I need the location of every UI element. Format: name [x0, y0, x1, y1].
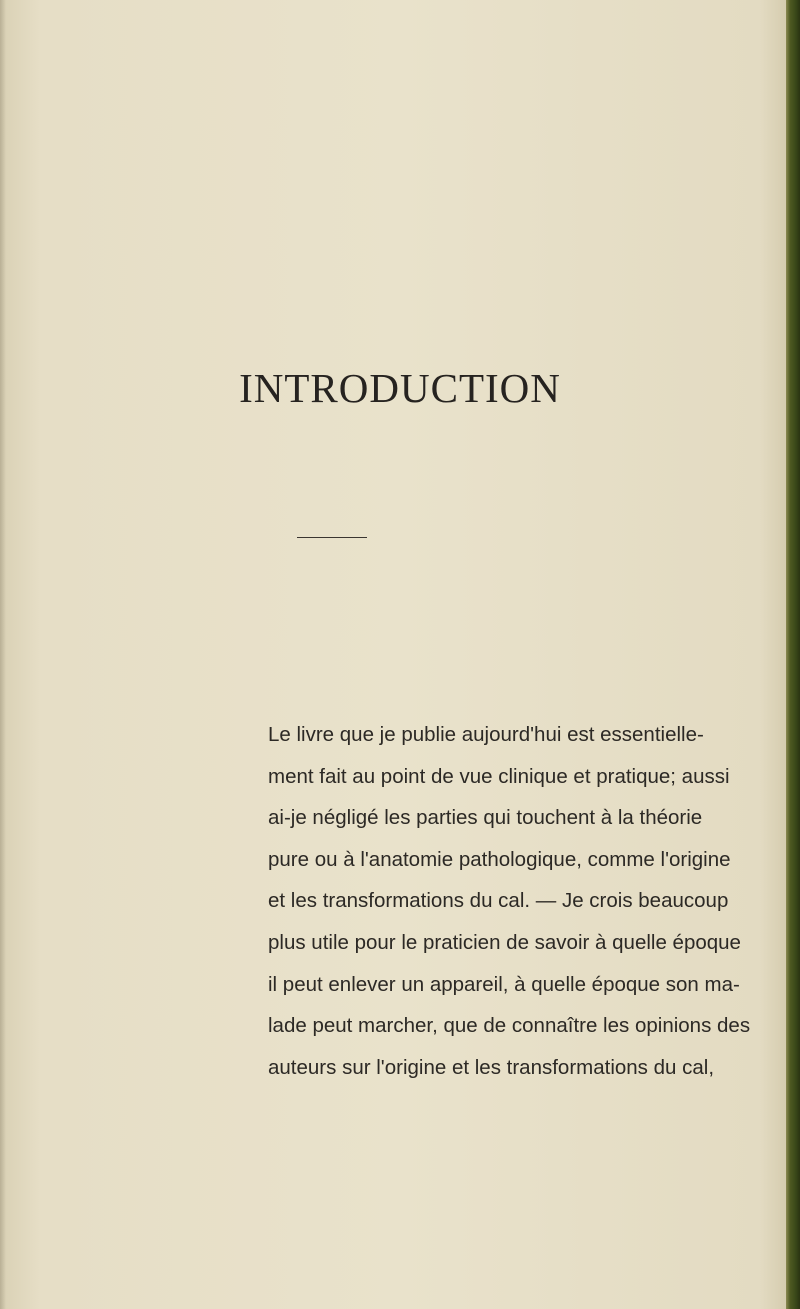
paragraph-line: Le livre que je publie aujourd'hui est essentielle-: [268, 723, 704, 746]
paragraph-line: ment fait au point de vue clinique et pratique; aussi: [268, 764, 730, 788]
paragraph-line: plus utile pour le praticien de savoir à quelle époque: [268, 930, 741, 954]
chapter-heading: INTRODUCTION: [239, 365, 561, 411]
heading-divider: [297, 537, 367, 538]
paragraph-line: il peut enlever un appareil, à quelle époque son ma-: [268, 972, 740, 996]
body-paragraph: [268, 714, 751, 1088]
paragraph-line: lade peut marcher, que de connaître les opinions des: [268, 1014, 751, 1038]
paragraph-line: ai-je négligé les parties qui touchent à la théorie: [268, 806, 703, 830]
paragraph-line: auteurs sur l'origine et les transformations du cal,: [268, 1055, 715, 1079]
paragraph-line: et les transformations du cal. — Je crois beaucoup: [268, 889, 729, 913]
page-gutter-shadow: [0, 0, 6, 1309]
book-cover-edge: [786, 0, 800, 1309]
paragraph-line: pure ou à l'anatomie pathologique, comme l'origine: [268, 847, 731, 871]
